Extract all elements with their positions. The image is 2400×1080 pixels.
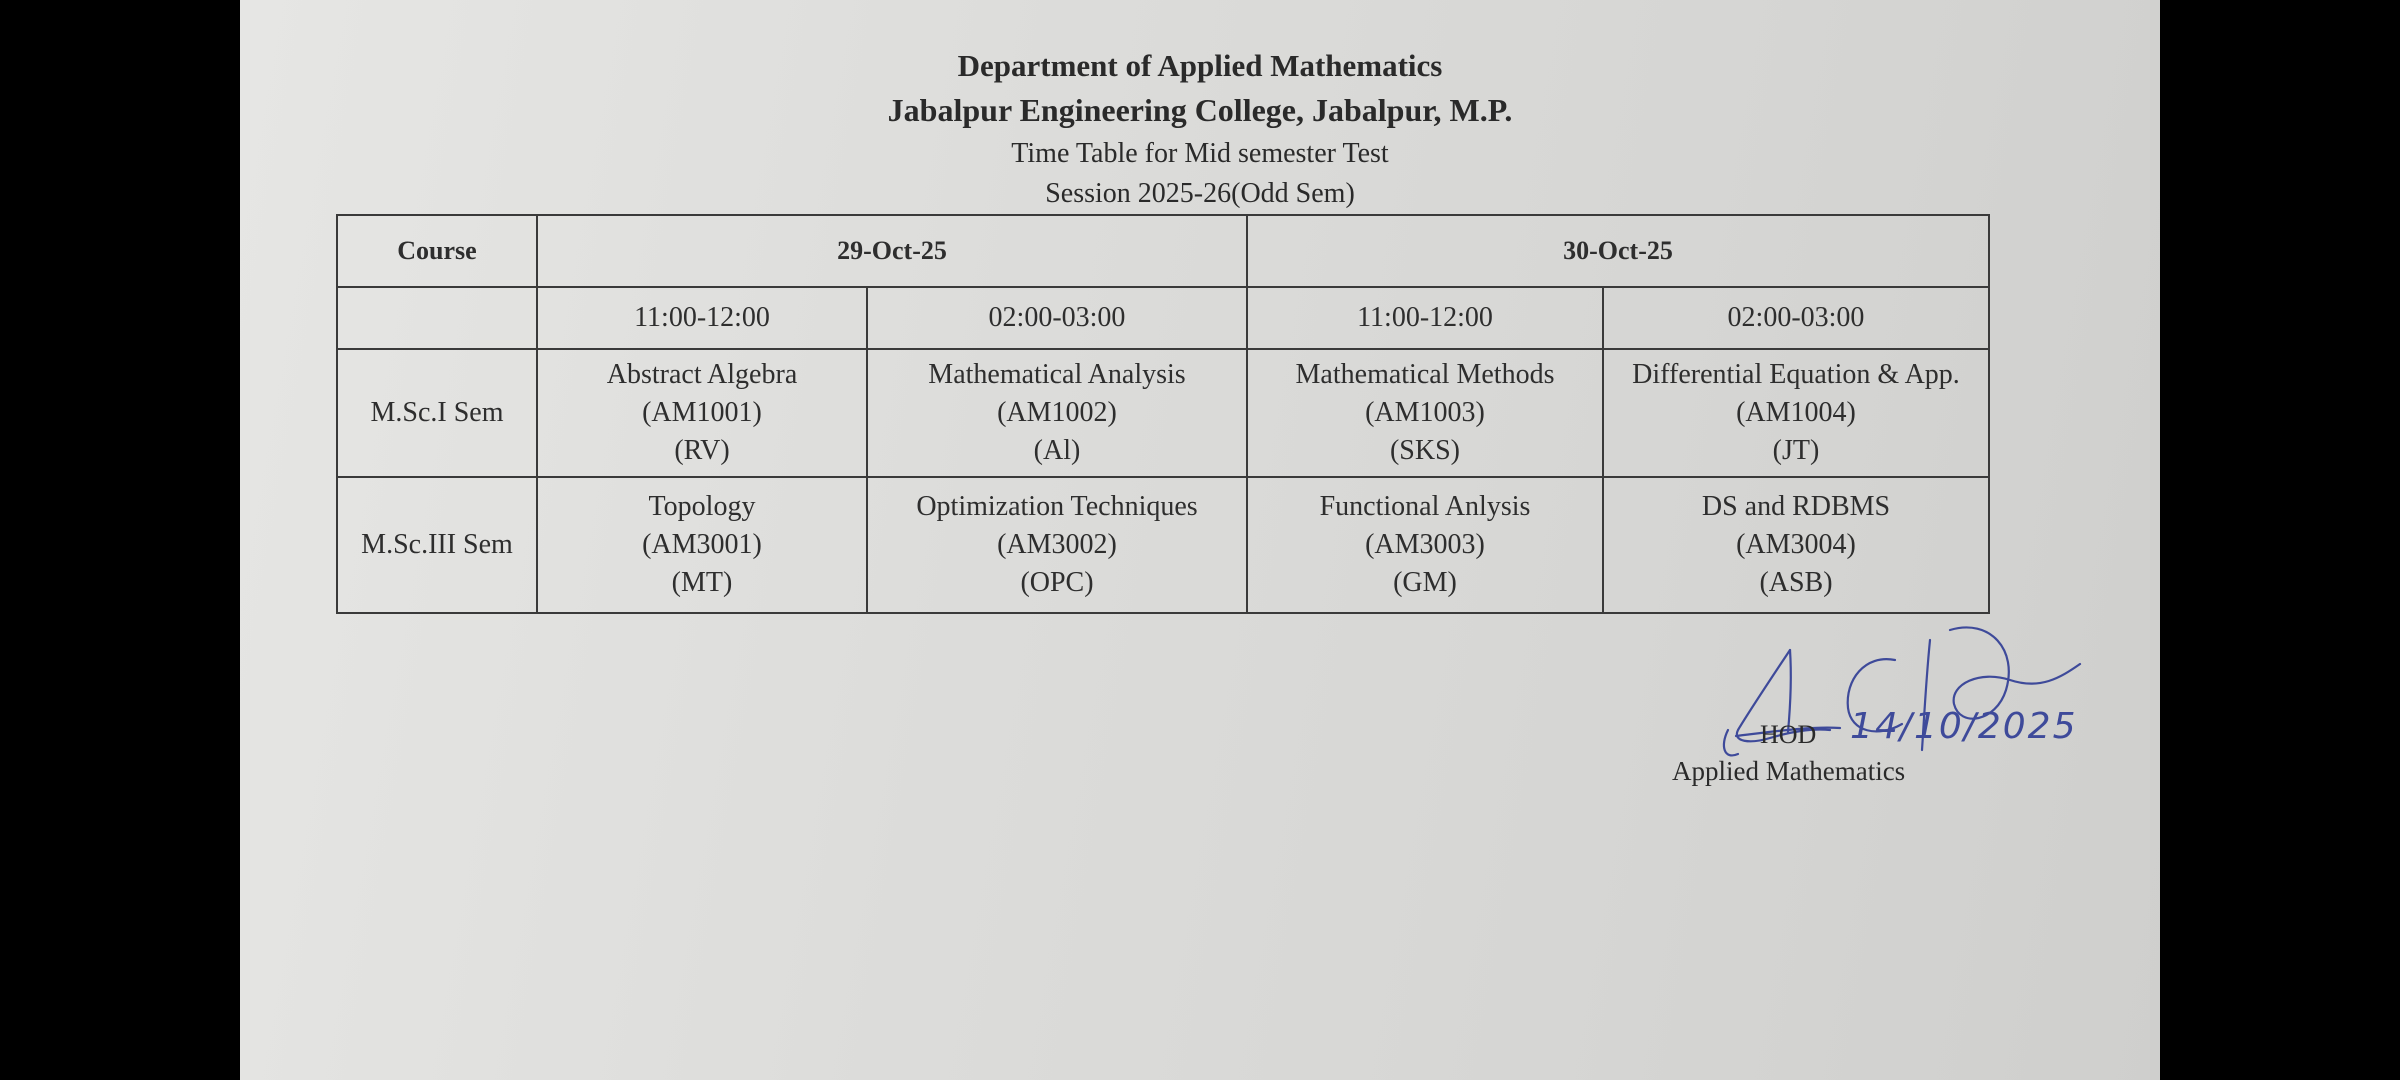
course-name: M.Sc.III Sem	[337, 477, 537, 613]
exam-cell	[867, 477, 1247, 613]
department-heading: Department of Applied Mathematics	[957, 48, 1443, 83]
course-name: M.Sc.I Sem	[337, 349, 537, 477]
date-header-1: 29-Oct-25	[537, 215, 1247, 287]
course-header: Course	[337, 215, 537, 287]
subject-code: (AM3002)	[997, 529, 1117, 560]
time-slot-3: 11:00-12:00	[1247, 287, 1603, 349]
subject-name: Mathematical Analysis	[928, 359, 1186, 390]
time-slot-2: 02:00-03:00	[867, 287, 1247, 349]
date-header-2: 30-Oct-25	[1247, 215, 1989, 287]
subject-name: Abstract Algebra	[606, 359, 798, 390]
exam-cell	[1603, 349, 1989, 477]
exam-cell	[1247, 349, 1603, 477]
subject-name: Topology	[648, 491, 756, 522]
time-slot-row	[337, 287, 1989, 349]
time-slot-1: 11:00-12:00	[537, 287, 867, 349]
exam-cell	[537, 477, 867, 613]
subject-name: Optimization Techniques	[916, 491, 1198, 522]
faculty-initials: (MT)	[671, 567, 733, 598]
college-heading: Jabalpur Engineering College, Jabalpur, M.P.	[887, 92, 1513, 128]
faculty-initials: (JT)	[1772, 435, 1820, 466]
hod-label: HOD	[1760, 720, 1817, 749]
subject-name: DS and RDBMS	[1701, 491, 1891, 522]
subject-code: (AM3001)	[642, 529, 762, 560]
signature-date: 14/10/2025	[1850, 706, 2078, 747]
exam-cell	[537, 349, 867, 477]
faculty-initials: (ASB)	[1759, 567, 1833, 598]
subject-code: (AM1004)	[1736, 397, 1856, 428]
hod-signature	[1640, 620, 2280, 770]
document-page	[240, 0, 2160, 1080]
exam-cell	[1603, 477, 1989, 613]
time-slot-4: 02:00-03:00	[1603, 287, 1989, 349]
subject-code: (AM3004)	[1736, 529, 1856, 560]
signature-department: Applied Mathematics	[1672, 756, 1906, 786]
faculty-initials: (Al)	[1033, 435, 1081, 466]
subject-code: (AM1002)	[997, 397, 1117, 428]
timetable-title: Time Table for Mid semester Test	[1011, 138, 1389, 169]
faculty-initials: (OPC)	[1020, 567, 1094, 598]
faculty-initials: (RV)	[674, 435, 730, 466]
subject-name: Mathematical Methods	[1295, 359, 1555, 390]
subject-name: Functional Anlysis	[1319, 491, 1531, 522]
session-label: Session 2025-26(Odd Sem)	[1045, 178, 1355, 209]
timetable	[336, 214, 1990, 614]
subject-code: (AM1003)	[1365, 397, 1485, 428]
empty-cell	[337, 287, 537, 349]
date-header-row	[337, 215, 1989, 287]
faculty-initials: (SKS)	[1389, 435, 1460, 466]
exam-cell	[867, 349, 1247, 477]
table-row	[337, 477, 1989, 613]
subject-code: (AM1001)	[642, 397, 762, 428]
table-row	[337, 349, 1989, 477]
subject-code: (AM3003)	[1365, 529, 1485, 560]
faculty-initials: (GM)	[1393, 567, 1457, 598]
subject-name: Differential Equation & App.	[1632, 359, 1960, 390]
exam-cell	[1247, 477, 1603, 613]
